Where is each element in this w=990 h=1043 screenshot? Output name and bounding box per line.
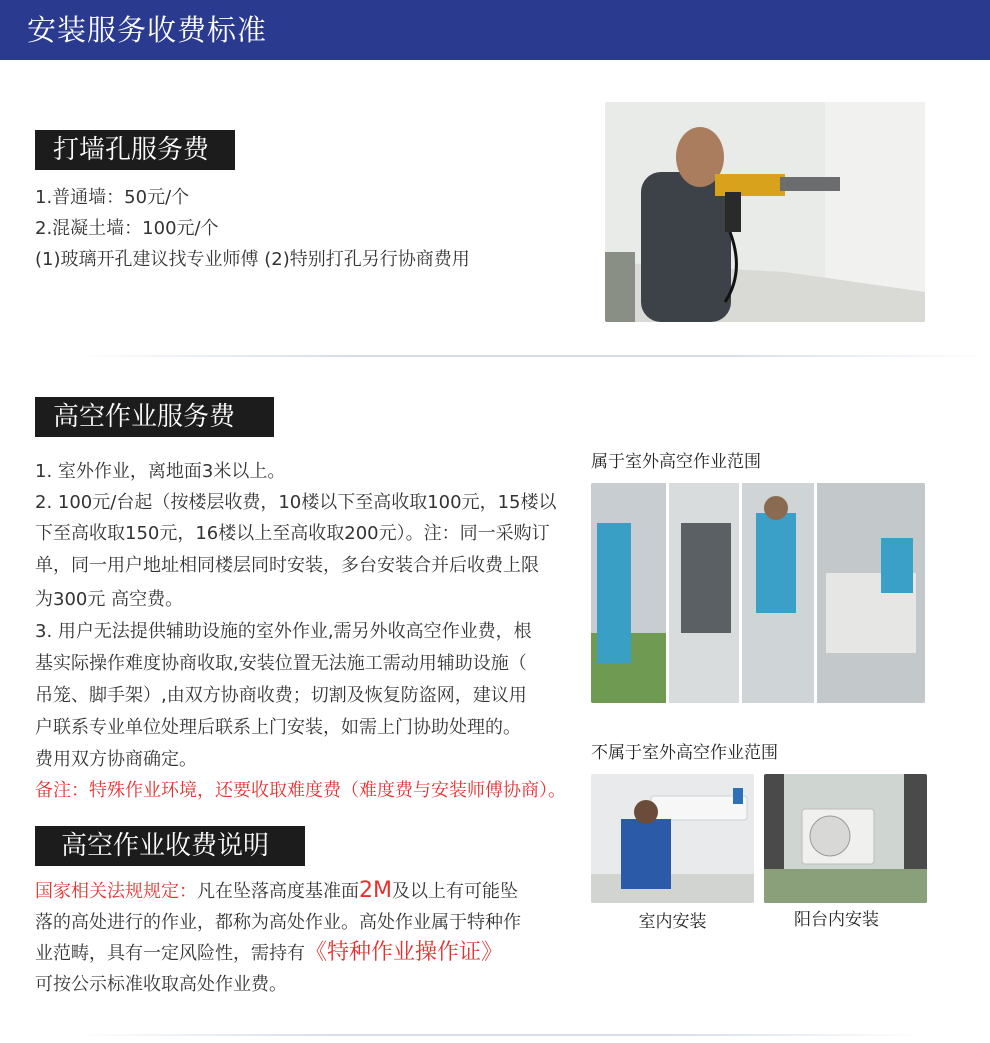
explanation-line-4: 可按公示标准收取高处作业费。 — [35, 974, 287, 995]
section-divider-1 — [75, 355, 990, 357]
regulation-text-b: 及以上有可能坠 — [391, 881, 518, 902]
section-divider-2 — [75, 1034, 925, 1036]
caption-balcony-install: 阳台内安装 — [794, 910, 879, 930]
regulation-text-a: 凡在坠落高度基准面 — [197, 881, 359, 902]
high-altitude-line-1: 1. 室外作业，离地面3米以上。 — [35, 461, 286, 482]
caption-not-outdoor-scope: 不属于室外高空作业范围 — [591, 743, 778, 763]
wall-drilling-line-3: (1)玻璃开孔建议找专业师傅 (2)特别打孔另行协商费用 — [35, 249, 470, 270]
certificate-highlight: 《特种作业操作证》 — [305, 940, 504, 965]
high-altitude-line-3: 下至高收取150元，16楼以上至高收取200元）。注：同一采购订 — [35, 523, 550, 544]
high-altitude-line-4: 单，同一用户地址相同楼层同时安装，多台安装合并后收费上限 — [35, 555, 539, 576]
high-altitude-line-10: 费用双方协商确定。 — [35, 749, 197, 770]
balcony-install-photo — [764, 774, 927, 903]
explanation-line-3 — [35, 941, 503, 966]
wall-drilling-photo — [605, 102, 925, 322]
explanation-line-1 — [35, 879, 518, 904]
wall-drilling-line-2: 2.混凝土墙：100元/个 — [35, 218, 219, 239]
high-altitude-line-2: 2. 100元/台起（按楼层收费，10楼以下至高收取100元，15楼以 — [35, 492, 557, 513]
high-altitude-line-8: 吊笼、脚手架）,由双方协商收费；切割及恢复防盗网，建议用 — [35, 685, 527, 706]
outdoor-work-photo — [591, 483, 925, 703]
explanation-line-2: 落的高处进行的作业，都称为高处作业。高处作业属于特种作 — [35, 912, 521, 933]
indoor-install-photo — [591, 774, 754, 903]
section-tag-high-altitude: 高空作业服务费 — [35, 397, 274, 437]
page-header — [0, 0, 990, 60]
section-tag-wall-drilling: 打墙孔服务费 — [35, 130, 235, 170]
high-altitude-note: 备注：特殊作业环境，还要收取难度费（难度费与安装师傅协商）。 — [35, 780, 566, 801]
caption-indoor-install: 室内安装 — [638, 912, 707, 932]
high-altitude-line-9: 户联系专业单位处理后联系上门安装，如需上门协助处理的。 — [35, 717, 521, 738]
section-tag-explanation: 高空作业收费说明 — [35, 826, 305, 866]
height-highlight: 2M — [359, 878, 392, 903]
high-altitude-line-7: 基实际操作难度协商收取,安装位置无法施工需动用辅助设施（ — [35, 653, 527, 674]
page-title: 安装服务收费标准 — [27, 13, 268, 47]
high-altitude-line-5: 为300元 高空费。 — [35, 589, 184, 610]
caption-outdoor-scope: 属于室外高空作业范围 — [591, 452, 761, 472]
regulation-label: 国家相关法规规定： — [35, 881, 197, 902]
high-altitude-line-6: 3. 用户无法提供辅助设施的室外作业,需另外收高空作业费，根 — [35, 621, 532, 642]
explanation-line-3-text: 业范畴，具有一定风险性，需持有 — [35, 943, 305, 964]
wall-drilling-line-1: 1.普通墙：50元/个 — [35, 187, 190, 208]
